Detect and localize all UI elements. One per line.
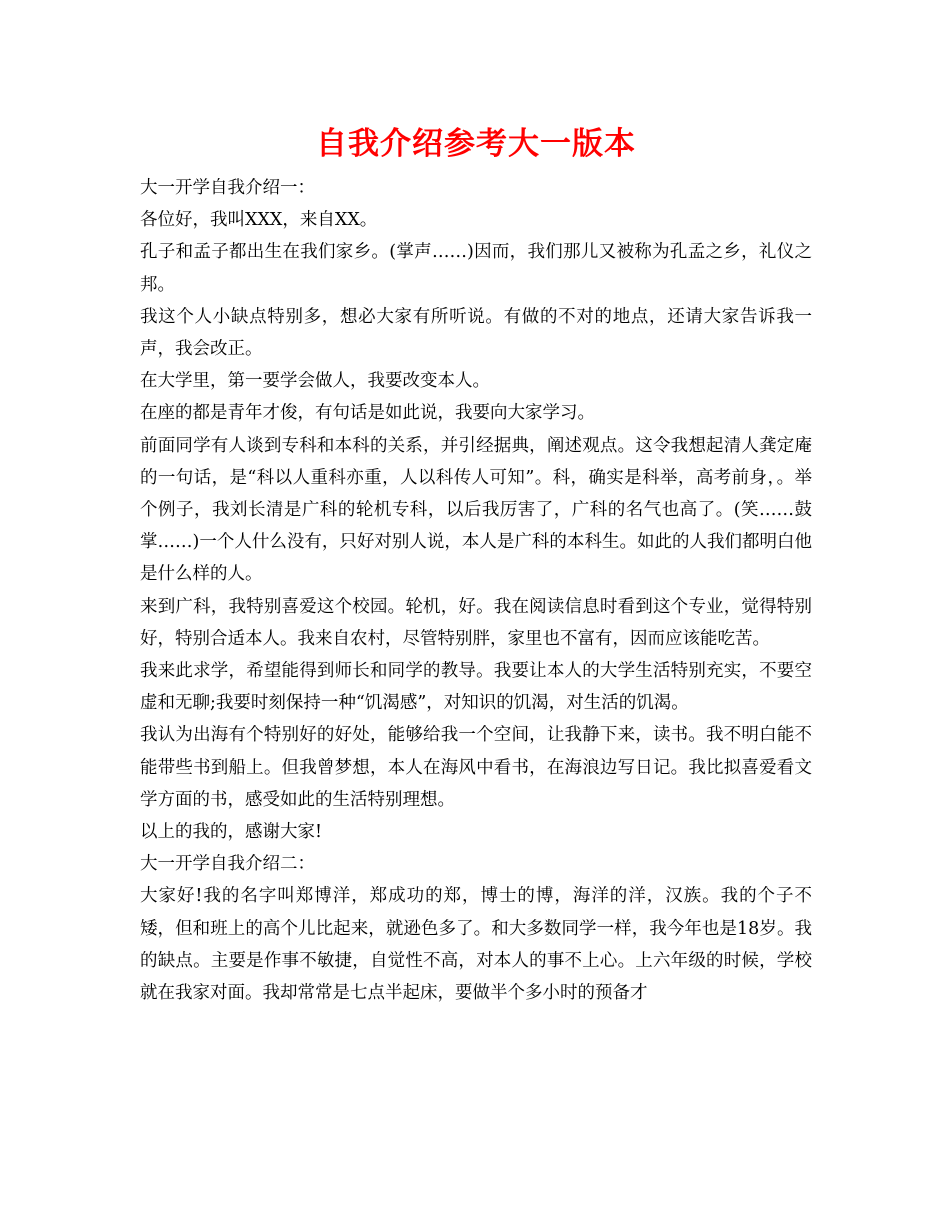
- paragraph: 孔子和孟子都出生在我们家乡。(掌声……)因而，我们那儿又被称为孔孟之乡，礼仪之邦。: [140, 242, 812, 295]
- document-page: [140, 118, 812, 1009]
- paragraph: 来到广科，我特别喜爱这个校园。轮机，好。我在阅读信息时看到这个专业，觉得特别好，特别合适本人。我来自农村，尽管特别胖，家里也不富有，因而应该能吃苦。: [140, 596, 812, 649]
- paragraph: 大一开学自我介绍一：: [140, 178, 315, 198]
- paragraph: 前面同学有人谈到专科和本科的关系，并引经据典，阐述观点。这令我想起清人龚定庵的一句话，是“科以人重科亦重，人以科传人可知”。科，确实是科举，高考前身，。举个例子，我刘长清是广科的轮机专科，以后我厉害了，广科的名气也高了。(笑……鼓掌……)一个人什么没有，只好对别人说，本人是广科的本科生。如此的人我们都明白他是什么样的人。: [140, 435, 812, 585]
- paragraph: 在大学里，第一要学会做人，我要改变本人。: [140, 371, 490, 392]
- paragraph: 大一开学自我介绍二：: [140, 854, 315, 875]
- paragraph: 大家好!我的名字叫郑博洋，郑成功的郑，博士的博，海洋的洋，汉族。我的个子不矮，但和班上的高个儿比起来，就逊色多了。和大多数同学一样，我今年也是18岁。我的缺点。主要是作事不敏捷，自觉性不高，对本人的事不上心。上六年级的时候，学校就在我家对面。我却常常是七点半起床，要做半个多小时的预备才: [140, 886, 812, 1004]
- paragraph: 在座的都是青年才俊，有句话是如此说，我要向大家学习。: [140, 403, 595, 424]
- document-title: 自我介绍参考大一版本: [316, 126, 636, 162]
- paragraph: 各位好，我叫XXX，来自XX。: [140, 210, 378, 231]
- paragraph: 以上的我的，感谢大家!: [140, 822, 323, 843]
- paragraph: 我认为出海有个特别好的好处，能够给我一个空间，让我静下来，读书。我不明白能不能带些书到船上。但我曾梦想，本人在海风中看书，在海浪边写日记。我比拟喜爱看文学方面的书，感受如此的生活特别理想。: [140, 725, 812, 810]
- paragraph: 我来此求学，希望能得到师长和同学的教导。我要让本人的大学生活特别充实，不要空虚和无聊;我要时刻保持一种“饥渴感”，对知识的饥渴，对生活的饥渴。: [140, 661, 812, 714]
- paragraph: 我这个人小缺点特别多，想必大家有所听说。有做的不对的地点，还请大家告诉我一声，我会改正。: [140, 306, 812, 360]
- document-body: [140, 172, 812, 1009]
